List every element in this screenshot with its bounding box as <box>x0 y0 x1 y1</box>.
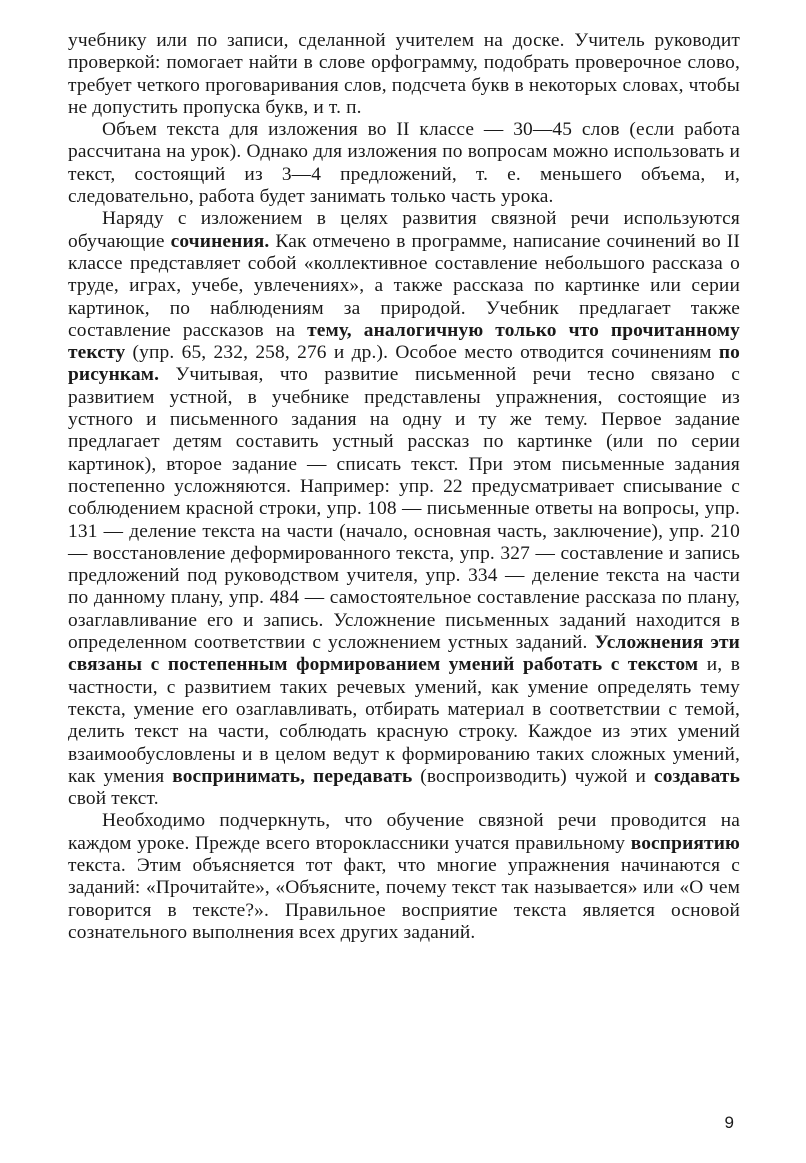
text-run: (упр. 65, 232, 258, 276 и др.). Особое место отводится сочинениям <box>125 342 719 364</box>
bold-term: тему, аналогичную только что прочитанному тексту <box>68 319 740 364</box>
bold-term: воспринимать, передавать <box>172 765 413 787</box>
paragraph-continuation: учебнику или по записи, сделанной учителем на доске. Учитель руководит проверкой: помогает найти в слове орфограмму, подобрать проверочное слово, требует четкого проговаривания слов, подсчета букв в некоторых словах, чтобы не допустить пропуска букв, и т. п. <box>68 30 740 118</box>
page-number: 9 <box>724 1113 734 1132</box>
text-run: Как отмечено в программе, написание сочинений во II классе представляет собой «коллективное составление небольшого рассказа о труде, играх, учебе, увлечениях», а также рассказа по картинке или серии картинок, по наблюдениям за природой. Учебник предлагает также составление рассказов на <box>68 230 741 341</box>
text-run: и, в частности, с развитием таких речевых умений, как умение определять тему текста, умение его озаглавливать, отбирать материал в соответствии с темой, делить текст на части, соблюдать красную строку. Каждое из этих умений взаимообусловлены и в целом ведут к формированию таких сложных умений, как умения <box>68 654 740 787</box>
text-run: свой текст. <box>68 788 159 810</box>
text-run: Наряду с изложением в целях развития связной речи используются обучающие <box>68 208 740 252</box>
page-body <box>68 30 740 944</box>
text-run: Необходимо подчеркнуть, что обучение связной речи проводится на каждом уроке. Прежде всего второклассники учатся правильному <box>68 810 740 854</box>
text-run: (воспроизводить) чужой и <box>412 765 654 787</box>
paragraph-perception <box>68 810 740 944</box>
bold-term: создавать <box>653 765 740 787</box>
paragraph-text-volume: Объем текста для изложения во II классе — 30—45 слов (если работа рассчитана на урок). Однако для изложения по вопросам можно использовать и текст, состоящий из 3—4 предложений, т. е. меньшего объема, и, следовательно, работа будет занимать только часть урока. <box>68 119 740 208</box>
bold-term: по рисункам. <box>68 342 740 386</box>
bold-term: Усложнения эти связаны с постепенным формированием умений работать с текстом <box>68 632 740 676</box>
paragraph-compositions <box>68 208 740 810</box>
bold-term: восприятию <box>630 832 740 854</box>
bold-term: сочинения. <box>170 230 270 252</box>
text-run: текста. Этим объясняется тот факт, что многие упражнения начинаются с заданий: «Прочитайте», «Объясните, почему текст так называется» или «О чем говорится в тексте?». Правильное восприятие текста является основой сознательного выполнения всех других заданий. <box>68 854 740 943</box>
text-run: Учитывая, что развитие письменной речи тесно связано с развитием устной, в учебнике представлены упражнения, состоящие из устного и письменного задания на одну и ту же тему. Первое задание предлагает детям составить устный рассказ по картинке (или по серии картинок), второе задание — списать текст. При этом письменные задания постепенно усложняются. Например: упр. 22 предусматривает списывание с соблюдением красной строки, упр. 108 — письменные ответы на вопросы, упр. 131 — деление текста на части (начало, основная часть, заключение), упр. 210 — восстановление деформированного текста, упр. 327 — составление и запись предложений под руководством учителя, упр. 334 — деление текста на части по данному плану, упр. 484 — самостоятельное составление рассказа по плану, озаглавливание его и запись. Усложнение письменных заданий находится в определенном соответствии с усложнением устных заданий. <box>68 364 740 654</box>
